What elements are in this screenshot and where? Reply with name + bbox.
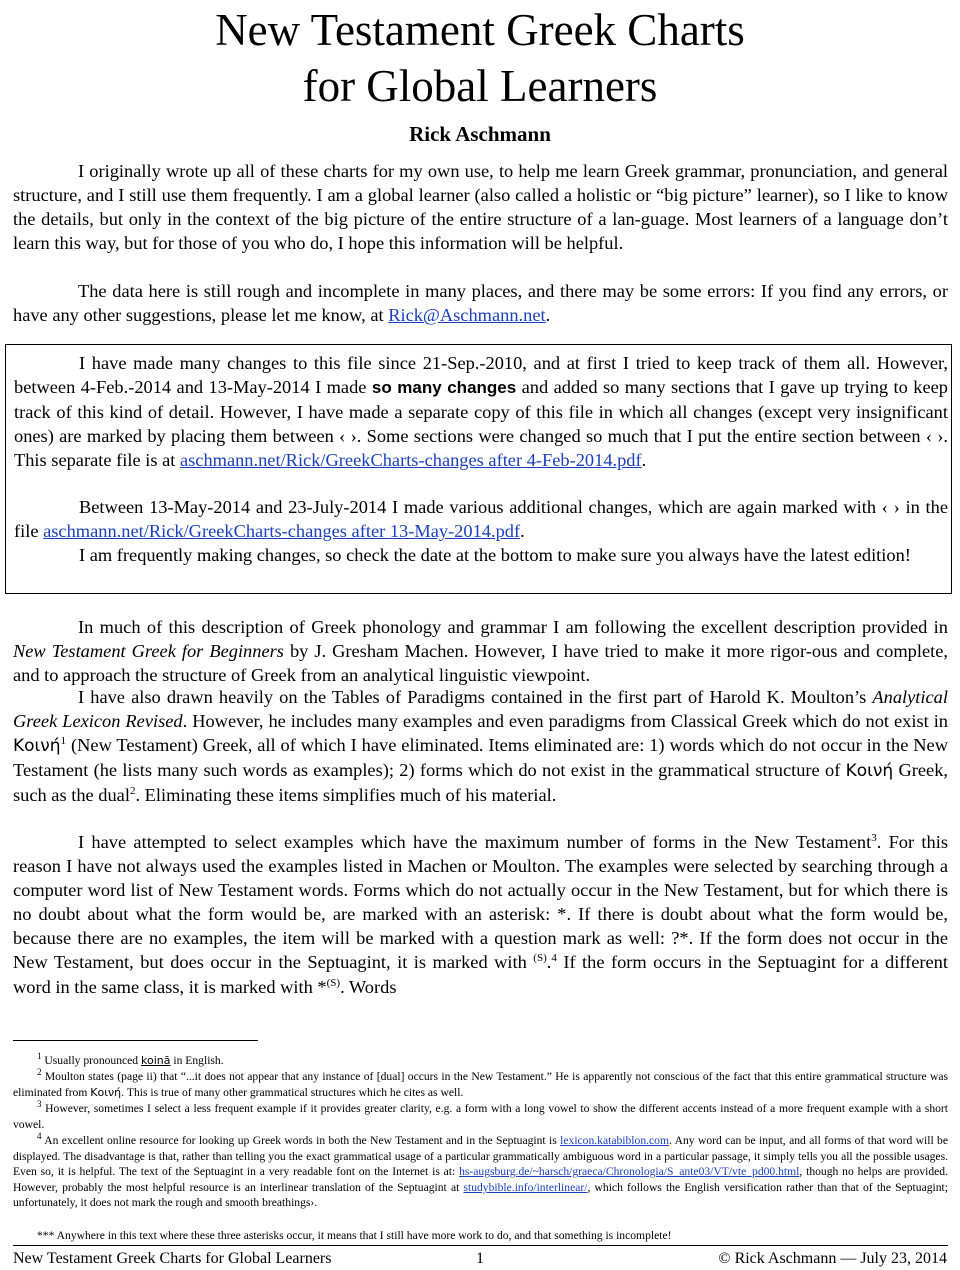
changes-paragraph-3-text: I am frequently making changes, so check the date at the bottom to make sure you always have the latest edition! bbox=[79, 545, 911, 565]
footer-divider bbox=[13, 1245, 948, 1246]
koina-pronunciation: koinā bbox=[141, 1054, 171, 1067]
footnote-3-text: However, sometimes I select a less frequent example if it provides greater clarity, e.g. a form with a long vowel to show the different accents instead of a more frequent example with a short vowel. bbox=[13, 1102, 948, 1131]
title-line-2: for Global Learners bbox=[302, 61, 658, 111]
body-paragraph-3-text-4: If the form occurs in the Septuagint for a different word in the same class, it is marked with * bbox=[13, 952, 948, 997]
changes-after-feb-link[interactable]: aschmann.net/Rick/GreekCharts-changes after 4-Feb-2014.pdf bbox=[179, 450, 642, 471]
body-paragraph-3-text-2: . For this reason I have not always used the examples listed in Machen or Moulton. The examples were selected by searching through a computer word list of New Testament words. Forms which do not actually occur in the New Testament, but for which there is no doubt about what the form would be, are marked with an asterisk: *. If there is doubt about what the form would be, because there are no examples, the item will be marked with a question mark as well: ?*. If the form does not occur in the New Testament, but does occur in the Septuagint, it is marked with bbox=[13, 832, 948, 973]
septuagint-mark: (S) bbox=[326, 976, 341, 989]
intro-paragraph-2-text: The data here is still rough and incomplete in many places, and there may be some errors: If you find any errors, or have any other suggestions, please let me know, at bbox=[13, 281, 948, 326]
footnote-ref-3[interactable]: 3 bbox=[871, 831, 877, 844]
footnote-ref-2[interactable]: 2 bbox=[129, 785, 136, 798]
author-name: Rick Aschmann bbox=[409, 122, 551, 146]
footnote-asterisks bbox=[13, 1228, 948, 1244]
changes-paragraph-1-end: . bbox=[641, 450, 647, 471]
body-paragraph-2 bbox=[13, 685, 948, 807]
footnote-3-mark: 3 bbox=[37, 1099, 42, 1110]
footnote-1 bbox=[13, 1053, 948, 1069]
footnote-1-mark: 1 bbox=[37, 1051, 42, 1062]
changes-notice-box bbox=[5, 344, 952, 594]
footnote-2-text-2: . This is true of many other grammatical structures which he cites as well. bbox=[121, 1085, 464, 1099]
footnote-4 bbox=[13, 1133, 948, 1211]
footnote-3 bbox=[13, 1101, 948, 1132]
body-paragraph-2-text-5: . Eliminating these items simplifies much of his material. bbox=[135, 785, 557, 806]
changes-after-may-link[interactable]: aschmann.net/Rick/GreekCharts-changes after 13-May-2014.pdf bbox=[43, 521, 521, 542]
footer-copyright: © Rick Aschmann — July 23, 2014 bbox=[718, 1250, 947, 1267]
koine-word: Κοινή bbox=[13, 736, 61, 757]
so-many-changes-emphasis: so many changes bbox=[371, 378, 517, 398]
septuagint-text-link[interactable]: hs-augsburg.de/~harsch/graeca/Chronologia/S_ante03/VT/vte_pd00.html bbox=[459, 1165, 800, 1179]
footnote-2 bbox=[13, 1069, 948, 1100]
changes-paragraph-1-text: I have made many changes to this file since 21-Sep.-2010, and at first I tried to keep track of them all. However, between 4-Feb.-2014 and 13-May-2014 I made bbox=[14, 353, 948, 398]
koine-word: Κοινή bbox=[845, 761, 894, 782]
intro-paragraph-1 bbox=[13, 159, 948, 255]
footnote-ref-4[interactable]: 4 bbox=[551, 952, 557, 965]
page-number: 1 bbox=[476, 1250, 484, 1267]
body-paragraph-3-text-3: . bbox=[546, 952, 552, 973]
changes-paragraph-1-text-2: and added so many sections that I gave up trying to keep track of this kind of detail. However, I have made a separate copy of this file in which all changes (except very insignificant ones) are marked by placing them between ‹ ›. Some sections were changed so much that I put the entire section between ‹ ›. This separate file is at bbox=[14, 377, 948, 471]
intro-paragraph-2 bbox=[13, 279, 948, 327]
machen-book-title: New Testament Greek for Beginners bbox=[13, 641, 284, 662]
body-paragraph-3-text: I have attempted to select examples which have the maximum number of forms in the New Testament bbox=[78, 832, 872, 852]
body-paragraph-2-text-4: Greek, such as the dual bbox=[13, 760, 949, 806]
footnote-divider bbox=[13, 1040, 258, 1041]
footer-title: New Testament Greek Charts for Global Learners bbox=[13, 1250, 332, 1267]
intro-paragraph-2-end: . bbox=[545, 305, 551, 326]
page-title bbox=[0, 2, 960, 114]
footnote-1-text-2: in English. bbox=[170, 1054, 224, 1067]
body-paragraph-3-text-5: . Words bbox=[340, 976, 397, 997]
moulton-book-title: Analytical Greek Lexicon Revised bbox=[13, 687, 948, 732]
footnote-4-text-3: , though no helps are provided. However, probably the most helpful resource is an interlinear translation of the Septuagint at bbox=[13, 1165, 948, 1194]
body-paragraph-3 bbox=[13, 830, 948, 999]
septuagint-mark: (S) bbox=[533, 952, 547, 965]
body-paragraph-2-text-3: (New Testament) Greek, all of which I have eliminated. Items eliminated are: 1) words which do not occur in the New Testament (he lists many such words as examples); 2) forms which do not exist in the grammatical structure of bbox=[13, 735, 948, 781]
body-paragraph-1-text-2: by J. Gresham Machen. However, I have tried to make it more rigor-ous and complete, and to approach the structure of Greek from an analytical linguistic viewpoint. bbox=[13, 641, 949, 686]
changes-paragraph-2 bbox=[14, 495, 948, 543]
body-paragraph-2-text-2: . However, he includes many examples and even paradigms from Classical Greek which do not exist in bbox=[182, 711, 949, 732]
body-paragraph-2-text: I have also drawn heavily on the Tables of Paradigms contained in the first part of Harold K. Moulton’s bbox=[78, 687, 873, 707]
footnote-1-text: Usually pronounced bbox=[41, 1054, 141, 1067]
changes-paragraph-2-text: Between 13-May-2014 and 23-July-2014 I made various additional changes, which are again marked with ‹ › in the file bbox=[14, 497, 948, 542]
studybible-link[interactable]: studybible.info/interlinear/ bbox=[463, 1180, 588, 1194]
footnote-asterisks-text: *** Anywhere in this text where these three asterisks occur, it means that I still have more work to do, and that something is incomplete! bbox=[37, 1229, 672, 1242]
footnote-2-text: Moulton states (page ii) that “...it does not appear that any instance of [dual] occurs in the New Testament.” He is apparently not conscious of the fact that this entire grammatical structure was eliminated from bbox=[13, 1070, 948, 1099]
footnote-2-mark: 2 bbox=[37, 1067, 42, 1078]
body-paragraph-1-text: In much of this description of Greek phonology and grammar I am following the excellent description provided in bbox=[78, 617, 948, 637]
changes-paragraph-1 bbox=[14, 351, 948, 472]
body-paragraph-1 bbox=[13, 615, 948, 687]
katabiblon-link[interactable]: lexicon.katabiblon.com bbox=[560, 1134, 669, 1147]
footnote-4-text-4: , which follows the English versification rather than that of the Septuagint; unfortunately, it does not mark the rough and smooth breathings›. bbox=[13, 1180, 948, 1210]
intro-paragraph-1-text: I originally wrote up all of these charts for my own use, to help me learn Greek grammar, pronunciation, and general structure, and I still use them frequently. I am a global learner (also called a holistic or “big picture” learner), so I like to know the details, but only in the context of the big picture of the entire structure of a lan-guage. Most learners of a language don’t learn this way, but for those of you who do, I hope this information will be helpful. bbox=[13, 161, 948, 254]
changes-paragraph-2-end: . bbox=[520, 521, 525, 542]
changes-paragraph-3 bbox=[14, 543, 948, 567]
footnote-4-mark: 4 bbox=[37, 1131, 42, 1142]
koine-word: Κοινή bbox=[90, 1085, 122, 1099]
email-link[interactable]: Rick@Aschmann.net bbox=[388, 305, 546, 326]
footnote-4-text-2: . Any word can be input, and all forms of that word will be displayed. The disadvantage is that, rather than telling you the exact grammatical usage of a particular grammatically ambiguous word in a particular passage, it simply tells you all the possible usages. Even so, it is helpful. The text of the Septuagint in a very readable font on the Internet is at: bbox=[13, 1134, 948, 1179]
footnote-4-text: An excellent online resource for looking up Greek words in both the New Testament and in the Septuagint is bbox=[41, 1134, 561, 1147]
title-line-1: New Testament Greek Charts bbox=[215, 5, 745, 55]
footnote-ref-1[interactable]: 1 bbox=[60, 735, 67, 748]
